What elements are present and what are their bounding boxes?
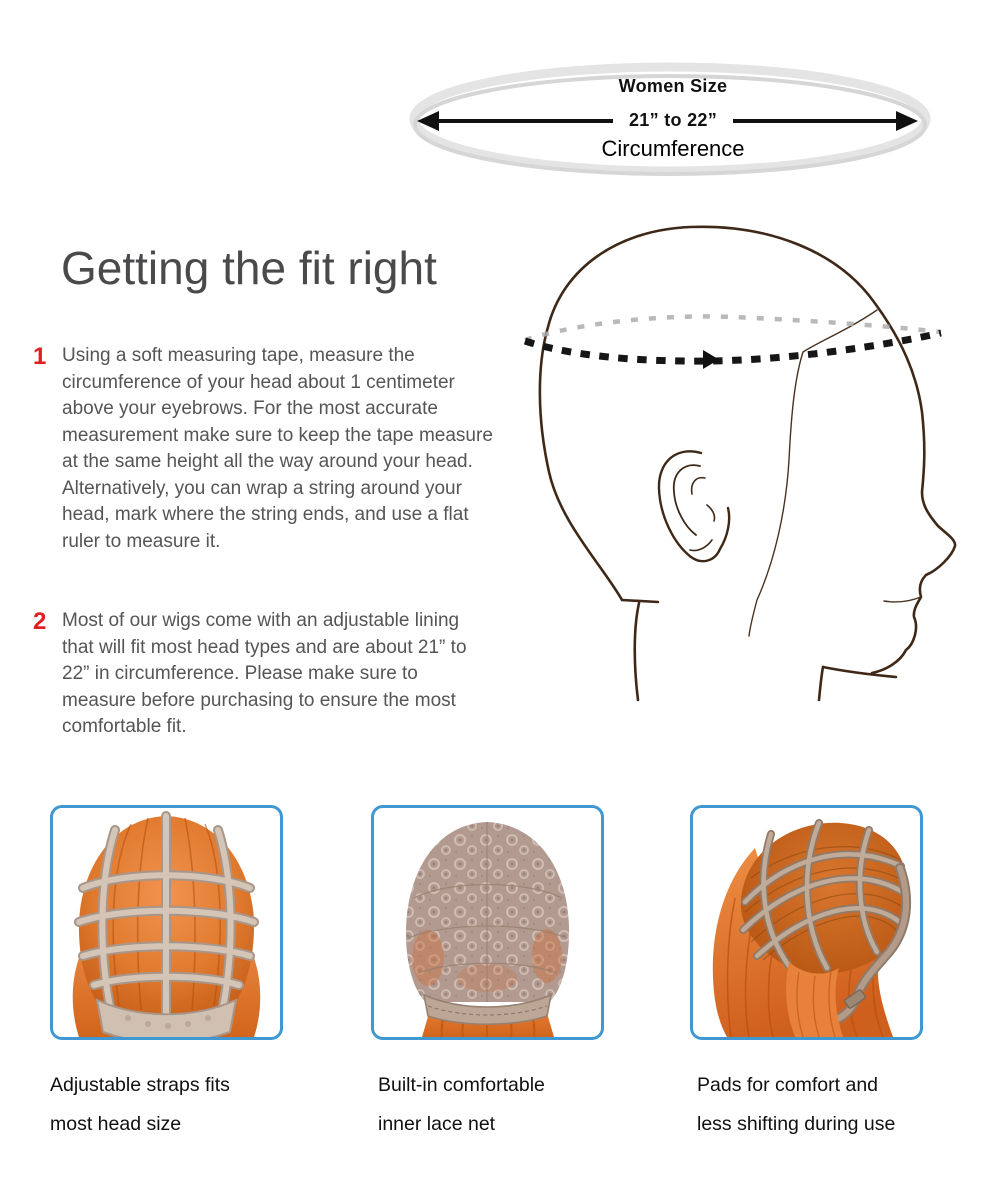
step-2-number: 2 [33, 608, 47, 635]
caption-line: less shifting during use [697, 1113, 896, 1135]
caption-line: inner lace net [378, 1113, 496, 1135]
page-title: Getting the fit right [61, 242, 437, 294]
step-1 [33, 343, 493, 555]
feature-image-inner-lace [371, 805, 604, 1040]
size-diagram [405, 60, 935, 190]
step-2-text: Most of our wigs come with an adjustable lining that will fit most head types and are about 21” to 22” in circumference. Please make sure to measure before purchasing to ensure the most comfortable fit. [62, 610, 467, 737]
size-range-label: 21” to 22” [613, 108, 733, 132]
step-2 [33, 608, 493, 741]
wig-cap-side-pads-illustration [693, 808, 920, 1037]
feature-caption-adjustable-straps [50, 1066, 230, 1144]
feature-caption-inner-lace [378, 1066, 545, 1144]
feature-image-adjustable-straps [50, 805, 283, 1040]
caption-line: Built-in comfortable [378, 1074, 545, 1096]
caption-line: Adjustable straps fits [50, 1074, 230, 1096]
women-size-label: Women Size [618, 76, 728, 96]
band-arrow-icon [703, 350, 719, 369]
ear-outline [659, 451, 729, 561]
wig-cap-back-straps-illustration [53, 808, 280, 1037]
feature-image-side-pads [690, 805, 923, 1040]
caption-line: most head size [50, 1113, 182, 1135]
dotted-measure-band [525, 316, 941, 369]
head-profile-illustration [510, 222, 970, 767]
step-1-text: Using a soft measuring tape, measure the circumference of your head about 1 centimeter above your eyebrows. For the most accurate measurement make sure to keep the tape measure at the same height all the way around your head. Alternatively, you can wrap a string around your head, mark where the string ends, and use a flat ruler to measure it. [62, 345, 493, 552]
wig-cap-inner-lace-illustration [374, 808, 601, 1037]
feature-caption-side-pads [697, 1066, 895, 1144]
circumference-label: Circumference [601, 136, 745, 161]
step-1-number: 1 [33, 343, 47, 370]
caption-line: Pads for comfort and [697, 1074, 879, 1096]
head-outline [540, 227, 955, 700]
